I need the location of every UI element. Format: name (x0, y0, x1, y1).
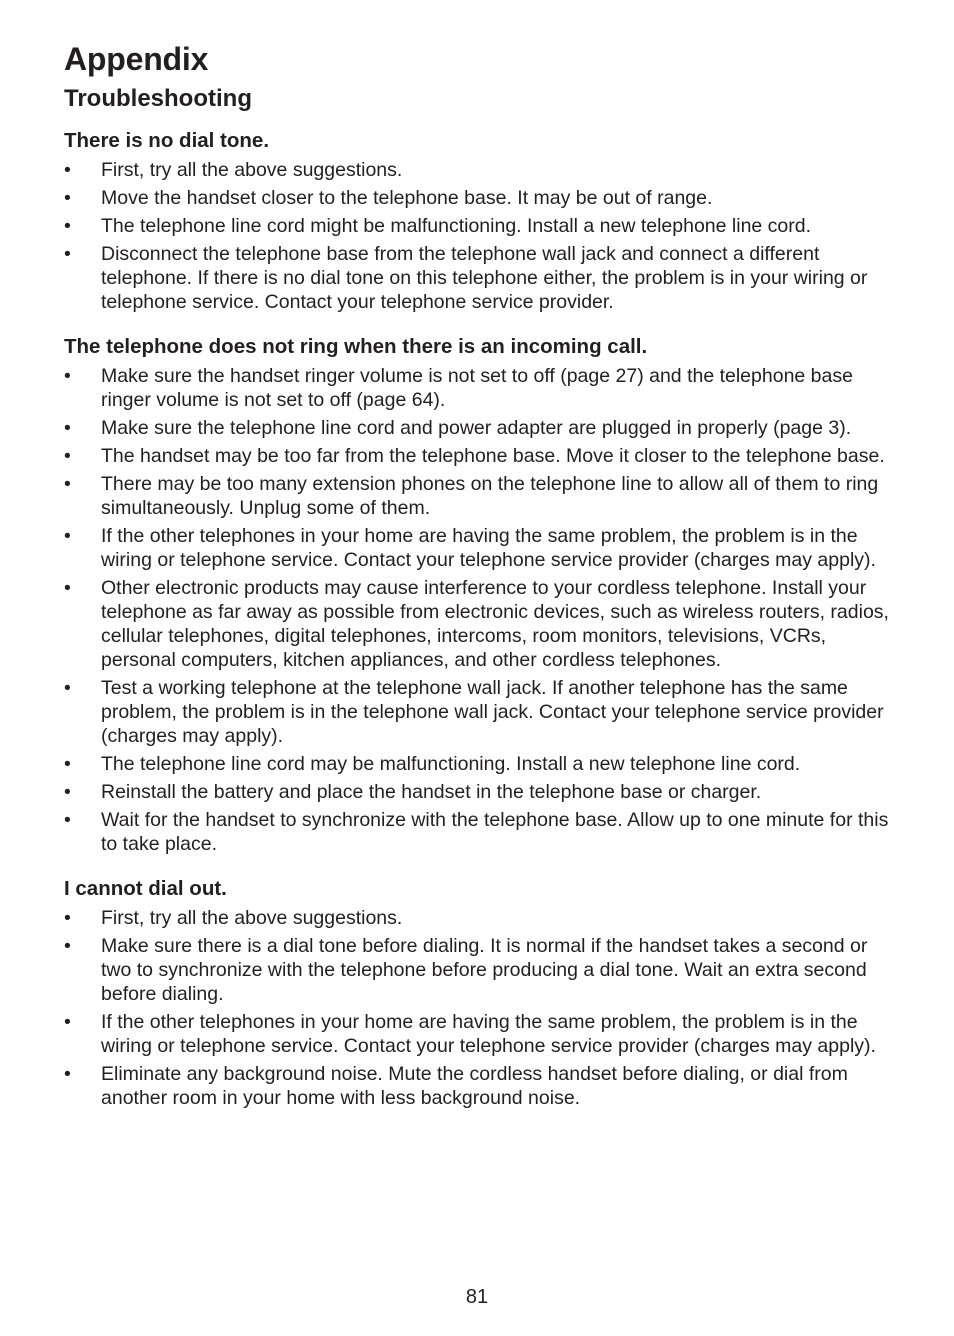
list-item: • If the other telephones in your home are having the same problem, the problem is in the wiring or telephone service. Contact your telephone service provider (charges may apply). (64, 525, 876, 571)
bullet-list (64, 906, 894, 1110)
section-no-dial-tone (64, 128, 894, 314)
list-item: • The telephone line cord may be malfunctioning. Install a new telephone line cord. (64, 753, 801, 775)
section-title: Troubleshooting (64, 85, 252, 112)
bullet-icon: • (64, 159, 71, 181)
list-item: • Make sure the handset ringer volume is not set to off (page 27) and the telephone base ringer volume is not set to off (page 64). (64, 365, 853, 411)
list-item: • Test a working telephone at the telephone wall jack. If another telephone has the same problem, the problem is in the telephone wall jack. Contact your telephone service provider (charges may apply). (64, 677, 884, 747)
bullet-icon: • (64, 1011, 71, 1033)
bullet-icon: • (64, 525, 71, 547)
bullet-icon: • (64, 809, 71, 831)
page-number: 81 (465, 1286, 489, 1308)
section-heading: There is no dial tone. (64, 129, 270, 152)
bullet-list (64, 158, 894, 314)
list-item: • First, try all the above suggestions. (64, 159, 403, 181)
list-item: • First, try all the above suggestions. (64, 907, 403, 929)
bullet-icon: • (64, 187, 71, 209)
bullet-icon: • (64, 215, 71, 237)
section-no-ring (64, 334, 894, 856)
bullet-icon: • (64, 781, 71, 803)
bullet-icon: • (64, 445, 71, 467)
list-item: • Move the handset closer to the telephone base. It may be out of range. (64, 187, 713, 209)
bullet-icon: • (64, 1063, 71, 1085)
bullet-icon: • (64, 935, 71, 957)
bullet-icon: • (64, 243, 71, 265)
list-item: • Eliminate any background noise. Mute the cordless handset before dialing, or dial from another room in your home with less background noise. (64, 1063, 848, 1109)
bullet-icon: • (64, 753, 71, 775)
list-item: • There may be too many extension phones on the telephone line to allow all of them to ring simultaneously. Unplug some of them. (64, 473, 879, 519)
list-item: • Other electronic products may cause interference to your cordless telephone. Install your telephone as far away as possible from electronic devices, such as wireless routers, radios, cellular telephones, digital telephones, intercoms, room monitors, televisions, VCRs, personal computers, kitchen appliances, and other cordless telephones. (64, 577, 889, 671)
page-title: Appendix (64, 41, 209, 77)
list-item: • Reinstall the battery and place the handset in the telephone base or charger. (64, 781, 762, 803)
list-item: • Disconnect the telephone base from the telephone wall jack and connect a different telephone. If there is no dial tone on this telephone either, the problem is in your wiring or telephone service. Contact your telephone service provider. (64, 243, 868, 313)
list-item: • The telephone line cord might be malfunctioning. Install a new telephone line cord. (64, 215, 812, 237)
bullet-list (64, 364, 894, 856)
bullet-icon: • (64, 577, 71, 599)
list-item: • The handset may be too far from the telephone base. Move it closer to the telephone base. (64, 445, 885, 467)
section-heading: I cannot dial out. (64, 877, 227, 900)
bullet-icon: • (64, 365, 71, 387)
bullet-icon: • (64, 473, 71, 495)
document-page (64, 38, 894, 1114)
list-item: • Make sure the telephone line cord and power adapter are plugged in properly (page 3). (64, 417, 852, 439)
section-heading: The telephone does not ring when there is an incoming call. (64, 335, 648, 358)
bullet-icon: • (64, 417, 71, 439)
bullet-icon: • (64, 677, 71, 699)
list-item: • Wait for the handset to synchronize with the telephone base. Allow up to one minute for this to take place. (64, 809, 889, 855)
section-cannot-dial-out (64, 876, 894, 1110)
list-item: • Make sure there is a dial tone before dialing. It is normal if the handset takes a second or two to synchronize with the telephone before producing a dial tone. Wait an extra second before dialing. (64, 935, 868, 1005)
list-item: • If the other telephones in your home are having the same problem, the problem is in the wiring or telephone service. Contact your telephone service provider (charges may apply). (64, 1011, 876, 1057)
bullet-icon: • (64, 907, 71, 929)
